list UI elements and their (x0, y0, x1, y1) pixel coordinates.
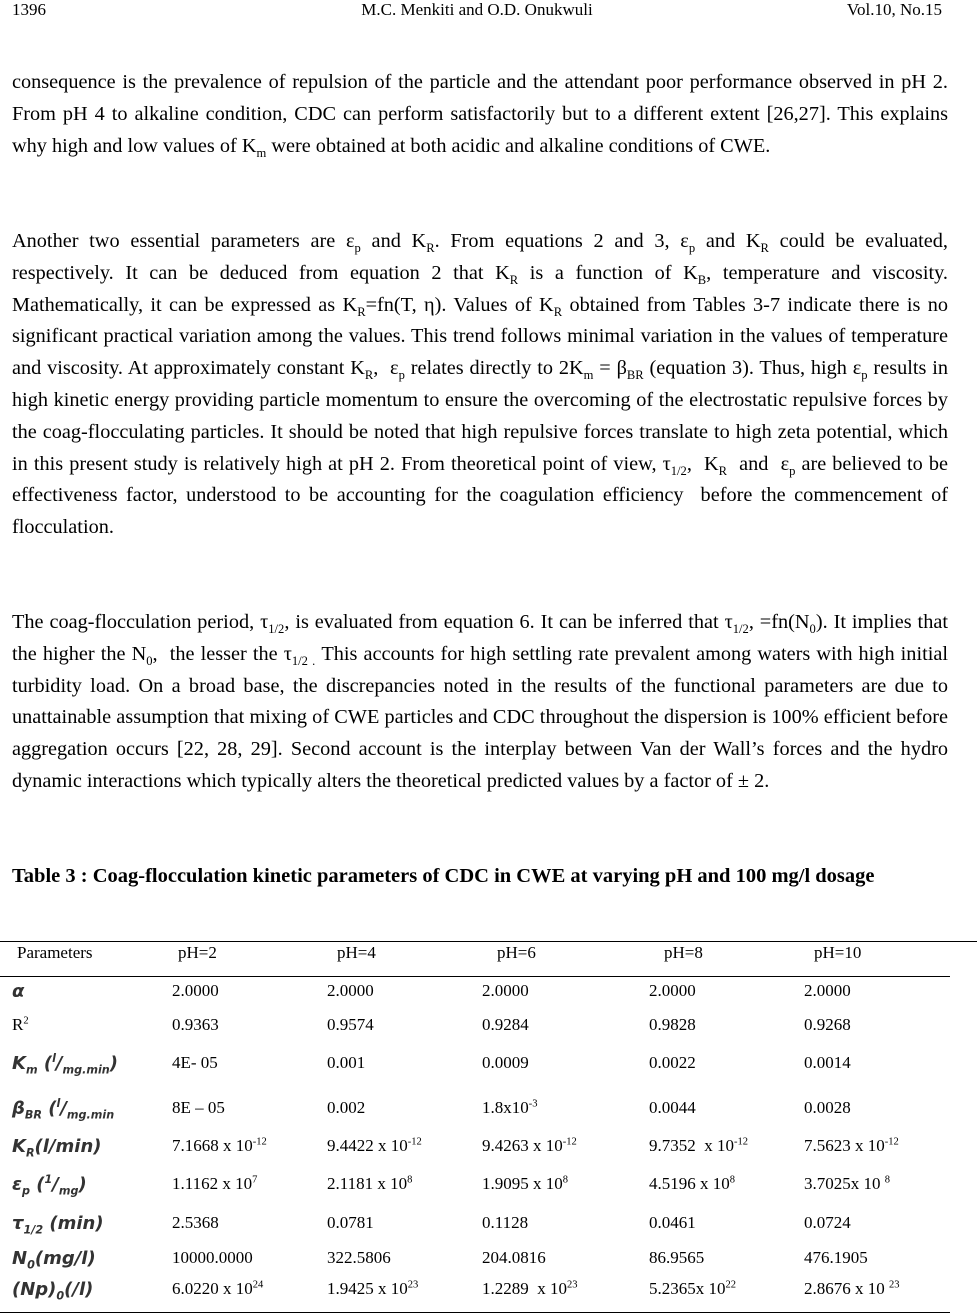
parameter-label: $R^2$ (12, 1015, 29, 1034)
table-cell: 0.9828 (649, 1015, 696, 1034)
author-line: M.C. Menkiti and O.D. Onukwuli (361, 0, 593, 19)
page-number: 1396 (12, 0, 46, 19)
table-cell: 0.0781 (327, 1213, 374, 1232)
table-cell: 4.5196 x $10^8$ (649, 1174, 736, 1193)
table-cell: 0.002 (327, 1098, 366, 1117)
table-cell: 2.8676 x 10 $^{23}$ (804, 1279, 900, 1298)
table-cell: 476.1905 (804, 1248, 868, 1267)
table-row (0, 1015, 977, 1045)
body-paragraph-3: The coag-flocculation period, $\tau_{1/2}$, is evaluated from equation 6. It can be inferred that $\tau_{1/2}$, $=fn(N_0)$. It implies that the higher the $N_0$, the lesser the $\tau_{1/2 .}$ This accounts for high settling rate prevalent among waters with high initial turbidity load. On a broad base, the discrepancies noted in the results of the functional parameters are due to unattainable assumption that mixing of CWE particles and CDC throughout the dispersion is 100% efficient before aggregation occurs [22, 28, 29]. Second account is the interplay between Van der Wall’s forces and the hydro dynamic interactions which typically alters the theoretical predicted values by a factor of ± 2. (12, 611, 948, 792)
table-cell: 9.4263 x $10^{-12}$ (482, 1136, 577, 1155)
table-cell: 0.9268 (804, 1015, 851, 1034)
table-cell: 5.2365x $10^{22}$ (649, 1279, 737, 1298)
table-row (0, 1098, 977, 1128)
parameter-label: α (12, 981, 25, 1002)
table-cell: 1.9425 x $10^{23}$ (327, 1279, 419, 1298)
table-cell: 0.1128 (482, 1213, 529, 1232)
table-cell: 2.0000 (649, 981, 696, 1000)
table-cell: 1.9095 x $10^8$ (482, 1174, 569, 1193)
volume-info: Vol.10, No.15 (846, 0, 942, 19)
table-cell: 9.7352 x $10^{-12}$ (649, 1136, 749, 1155)
parameter-label: $\beta_{BR}$ ($^l/_{mg.min}$ (12, 1097, 115, 1122)
header-ph6: pH=6 (497, 943, 536, 962)
table-row (0, 1174, 977, 1204)
body-paragraph-2: Another two essential parameters are $\varepsilon_p$ and $K_R$. From equations 2 and 3, $\varepsilon_p$ and $K_R$ could be evaluated, respectively. It can be deduced from equation 2 that $K_R$ is a function of $K_B$, temperature and viscosity. Mathematically, it can be expressed as $K_R=fn(T$, η). Values of $K_R$ obtained from Tables 3-7 indicate there is no significant practical variation among the values. This trend follows minimal variation in the values of temperature and viscosity. At approximately constant $K_R$, $\varepsilon_p$ relates directly to $2K_m = \beta_{BR}$ (equation 3). Thus, high $\varepsilon_p$ results in high kinetic energy providing particle momentum to ensure the overcoming of the electrostatic repulsive forces by the coag-flocculating particles. It should be noted that high repulsive forces translate to high zeta potential, which in this present study is relatively high at pH 2. From theoretical point of view, $\tau_{1/2}$, $K_R$ and $\varepsilon_p$ are believed to be effectiveness factor, understood to be accounting for the coagulation efficiency before the commencement of flocculation. (12, 230, 949, 539)
table-row (0, 1053, 977, 1083)
table-cell: 0.0461 (649, 1213, 696, 1232)
table-cell: 0.0724 (804, 1213, 851, 1232)
parameter-label: $\tau_{1/2}$ (min) (12, 1213, 104, 1237)
header-parameters: Parameters (17, 943, 93, 962)
header-ph8: pH=8 (664, 943, 703, 962)
table-cell: 2.0000 (327, 981, 374, 1000)
table-cell: 9.4422 x $10^{-12}$ (327, 1136, 422, 1155)
table-cell: 4E- 05 (172, 1053, 218, 1072)
table-cell: 0.0009 (482, 1053, 529, 1072)
table-cell: 2.0000 (172, 981, 219, 1000)
parameter-label: $K_R(l/\min)$ (12, 1136, 102, 1160)
table-cell: 0.0044 (649, 1098, 696, 1117)
parameter-label: $K_m$ $(^l/_{mg.min})$ (12, 1052, 118, 1077)
parameter-label: $\varepsilon_p$ $(^1/_{mg})$ (12, 1173, 87, 1198)
table-cell: 86.9565 (649, 1248, 705, 1267)
table-row (0, 1279, 977, 1309)
table-cell: 6.0220 x $10^{24}$ (172, 1279, 264, 1298)
table-cell: 8E – 05 (172, 1098, 225, 1117)
table-top-rule (0, 941, 977, 942)
table-cell: 0.0014 (804, 1053, 851, 1072)
table-cell: 0.001 (327, 1053, 366, 1072)
table-row (0, 1213, 977, 1243)
table-cell: 0.9363 (172, 1015, 219, 1034)
table-cell: 2.0000 (482, 981, 529, 1000)
table-cell: 204.0816 (482, 1248, 546, 1267)
table-cell: 3.7025x 10 $^8$ (804, 1174, 891, 1193)
header-ph2: pH=2 (178, 943, 217, 962)
table-row (0, 1136, 977, 1166)
table-cell: 1.2289 x $10^{23}$ (482, 1279, 578, 1298)
table-cell: 10000.0000 (172, 1248, 253, 1267)
table-cell: 322.5806 (327, 1248, 391, 1267)
table-cell: 0.0022 (649, 1053, 696, 1072)
table-caption: Table 3 : Coag-flocculation kinetic parameters of CDC in CWE at varying pH and 100 mg/l dosage (12, 865, 875, 887)
header-ph10: pH=10 (814, 943, 862, 962)
table-row (0, 981, 977, 1011)
table-cell: 7.5623 x $10^{-12}$ (804, 1136, 899, 1155)
running-header (12, 0, 942, 22)
table-header-rule (0, 976, 950, 977)
table-bottom-rule (0, 1312, 950, 1313)
table-cell: 2.5368 (172, 1213, 219, 1232)
table-cell: 0.9284 (482, 1015, 529, 1034)
table-cell: 1.1162 x $10^7$ (172, 1174, 258, 1193)
parameter-label: $(Np)_0(/l)$ (12, 1279, 94, 1303)
table-cell: 7.1668 x $10^{-12}$ (172, 1136, 267, 1155)
table-cell: 0.0028 (804, 1098, 851, 1117)
table-row (0, 1248, 977, 1278)
header-ph4: pH=4 (337, 943, 376, 962)
parameter-label: $N_0(mg/l)$ (12, 1248, 96, 1272)
table-cell: 0.9574 (327, 1015, 374, 1034)
table-cell: 2.0000 (804, 981, 851, 1000)
table-header-row (0, 943, 977, 973)
body-paragraph-1: consequence is the prevalence of repulsion of the particle and the attendant poor performance observed in pH 2. From pH 4 to alkaline condition, CDC can perform satisfactorily but to a different extent [26,27]. This explains why high and low values of $K_m$ were obtained at both acidic and alkaline conditions of CWE. (12, 71, 948, 160)
table-cell: $1.8x10^{-3}$ (482, 1098, 538, 1117)
table-cell: 2.1181 x $10^8$ (327, 1174, 413, 1193)
